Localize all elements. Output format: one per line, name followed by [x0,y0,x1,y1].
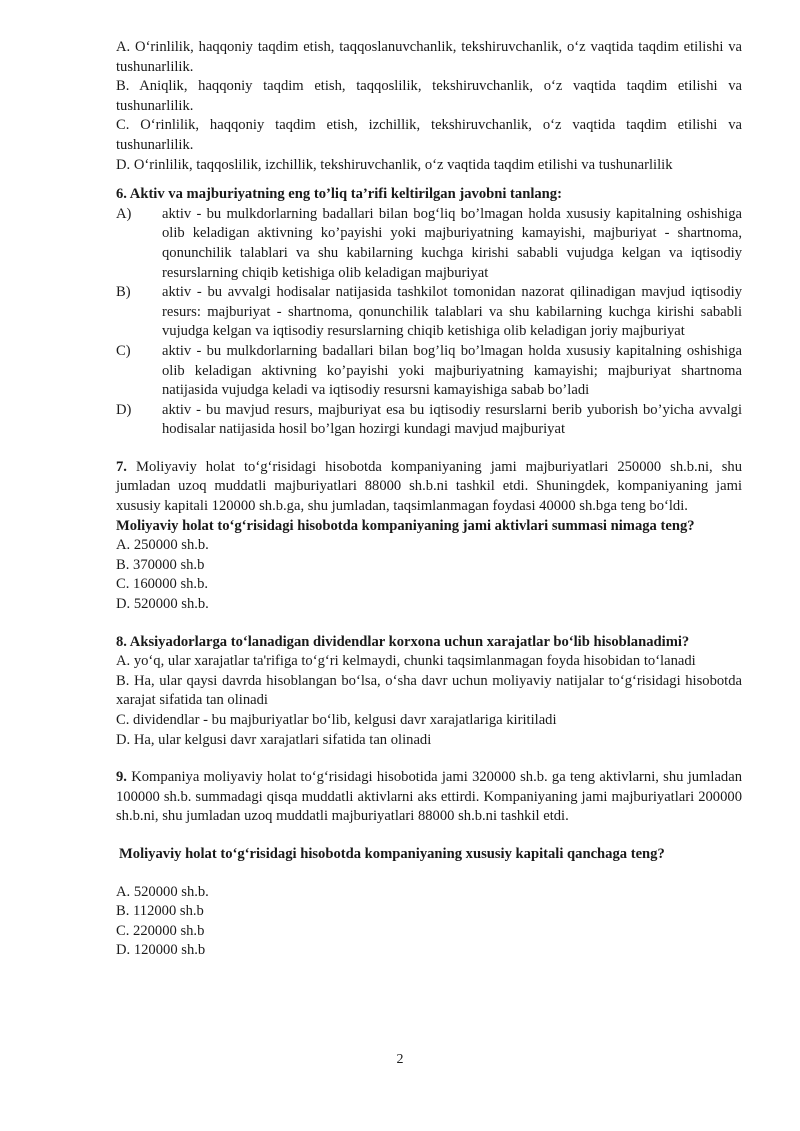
q9-option-b: B. 112000 sh.b [116,903,204,920]
q6-option-d [116,401,742,440]
q6-option-c-text: aktiv - bu mulkdorlarning badallari bilan bog’liq bo’lmagan holda xususiy kapitalning oshishiga olib keladigan aktivning ko’payishi yoki majburiyatning kamayishi; majburiyat shartnoma natijasida vujudga keladi va iqtisodiy resursni kamayishiga sabab bo’ladi [162,342,742,399]
q9-option-d: D. 120000 sh.b [116,942,206,959]
q6-option-d-letter: D) [116,401,132,418]
q8-option-d: D. Ha, ular kelgusi davr xarajatlari sifatida tan olinadi [116,731,432,748]
q8-option-c: C. dividendlar - bu majburiyatlar bo‘lib, kelgusi davr xarajatlariga kiritiladi [116,712,557,728]
q9-option-c: C. 220000 sh.b [116,922,205,939]
q6-option-a-letter: A) [116,205,132,222]
q5-option-c: C. O‘rinlilik, haqqoniy taqdim etish, izchillik, tekshiruvchanlik, o‘z vaqtida taqdim etilishi va tushunarlilik. [116,117,742,153]
question-8 [116,633,742,751]
document-page [116,38,742,961]
q6-option-c-letter: C) [116,342,131,359]
q7-option-d: D. 520000 sh.b. [116,596,209,613]
q9-number: 9. [116,769,127,786]
page-number: 2 [396,1052,404,1067]
q9-question: Moliyaviy holat to‘g‘risidagi hisobotda kompaniyaning xususiy kapitali qanchaga teng? [119,845,665,862]
q7-question: Moliyaviy holat to‘g‘risidagi hisobotda kompaniyaning jami aktivlari summasi nimaga teng? [116,517,695,534]
q6-option-b-letter: B) [116,284,131,301]
q9-option-a: A. 520000 sh.b. [116,883,209,900]
q7-option-c: C. 160000 sh.b. [116,576,209,593]
q7-option-a: A. 250000 sh.b. [116,537,209,554]
q6-option-a [116,205,742,283]
q7-number: 7. [116,458,127,475]
q8-question: 8. Aksiyadorlarga to‘lanadigan dividendlar korxona uchun xarajatlar bo‘lib hisoblanadimi? [116,633,690,650]
q6-option-a-text: aktiv - bu mulkdorlarning badallari bilan bog‘liq bo’lmagan holda xususiy kapitalning oshishiga olib keladigan aktivning ko’payishi yoki majburiyatning kamayishi, majburiyat - shartnoma, qonunchilik talablari va shu kabilarning kuchga kirishi sababli vujudga kelgan va iqtisodiy resurslarning chiqib ketishiga olib keladigan majburiyat [162,205,742,281]
q5-option-a: A. O‘rinlilik, haqqoniy taqdim etish, taqqoslanuvchanlik, tekshiruvchanlik, o‘z vaqtida taqdim etilishi va tushunarlilik. [116,39,742,75]
q7-option-b: B. 370000 sh.b [116,556,205,573]
q9-text: Kompaniya moliyaviy holat to‘g‘risidagi hisobotida jami 320000 sh.b. ga teng aktivlarni, shu jumladan 100000 sh.b. summadagi qisqa muddatli aktivlarni aks ettirdi. Kompaniyaning jami majburiyatlari 200000 sh.b.ni, shu jumladan uzoq muddatli majburiyatlari 88000 sh.b.ni tashkil etdi. [116,769,742,825]
q5-options [116,38,742,175]
q6-option-c [116,342,742,401]
q6-option-b [116,283,742,342]
question-9 [116,768,742,961]
q6-question: 6. Aktiv va majburiyatning eng to’liq ta’rifi keltirilgan javobni tanlang: [116,186,562,203]
q5-option-d: D. O‘rinlilik, taqqoslilik, izchillik, tekshiruvchanlik, o‘z vaqtida taqdim etilishi va tushunarlilik [116,156,673,173]
q7-text: Moliyaviy holat to‘g‘risidagi hisobotda kompaniyaning jami majburiyatlari 250000 sh.b.ni, shu jumladan uzoq muddatli majburiyatlari 88000 sh.b.ni tashkil etdi. Shuningdek, kompaniyaning jami xususiy kapitali 120000 sh.b.ga, shu jumladan, taqsimlanmagan foydasi 40000 sh.bga teng bo‘ldi. [116,458,742,515]
q6-option-b-text: aktiv - bu avvalgi hodisalar natijasida tashkilot tomonidan nazorat qilinadigan mavjud iqtisodiy resurs: majburiyat - shartnoma, qonunchilik talablari va shu kabilarning kuchga kirishi sababli vujudga kelgan va iqtisodiy resurslarning chiqib ketishiga olib keladigan joriy majburiyat [162,284,742,340]
question-7 [116,458,742,615]
q7-stem [116,458,742,517]
q9-stem [116,768,742,827]
q6-option-d-text: aktiv - bu mavjud resurs, majburiyat esa bu iqtisodiy resurslarni berib yuborish bo’yicha avvalgi hodisalar natijasida hosil bo’lgan hozirgi kundagi mavjud majburiyat [162,401,742,438]
q8-option-b: B. Ha, ular qaysi davrda hisoblangan bo‘lsa, o‘sha davr uchun moliyaviy natijalar to‘g‘risidagi hisobotda xarajat sifatida tan olinadi [116,672,742,709]
q5-option-b: B. Aniqlik, haqqoniy taqdim etish, taqqoslilik, tekshiruvchanlik, o‘z vaqtida taqdim etilishi va tushunarlilik. [116,78,742,114]
q8-option-a: A. yo‘q, ular xarajatlar ta'rifiga to‘g‘ri kelmaydi, chunki taqsimlanmagan foyda hisobidan to‘lanadi [116,653,696,670]
question-6 [116,185,742,440]
